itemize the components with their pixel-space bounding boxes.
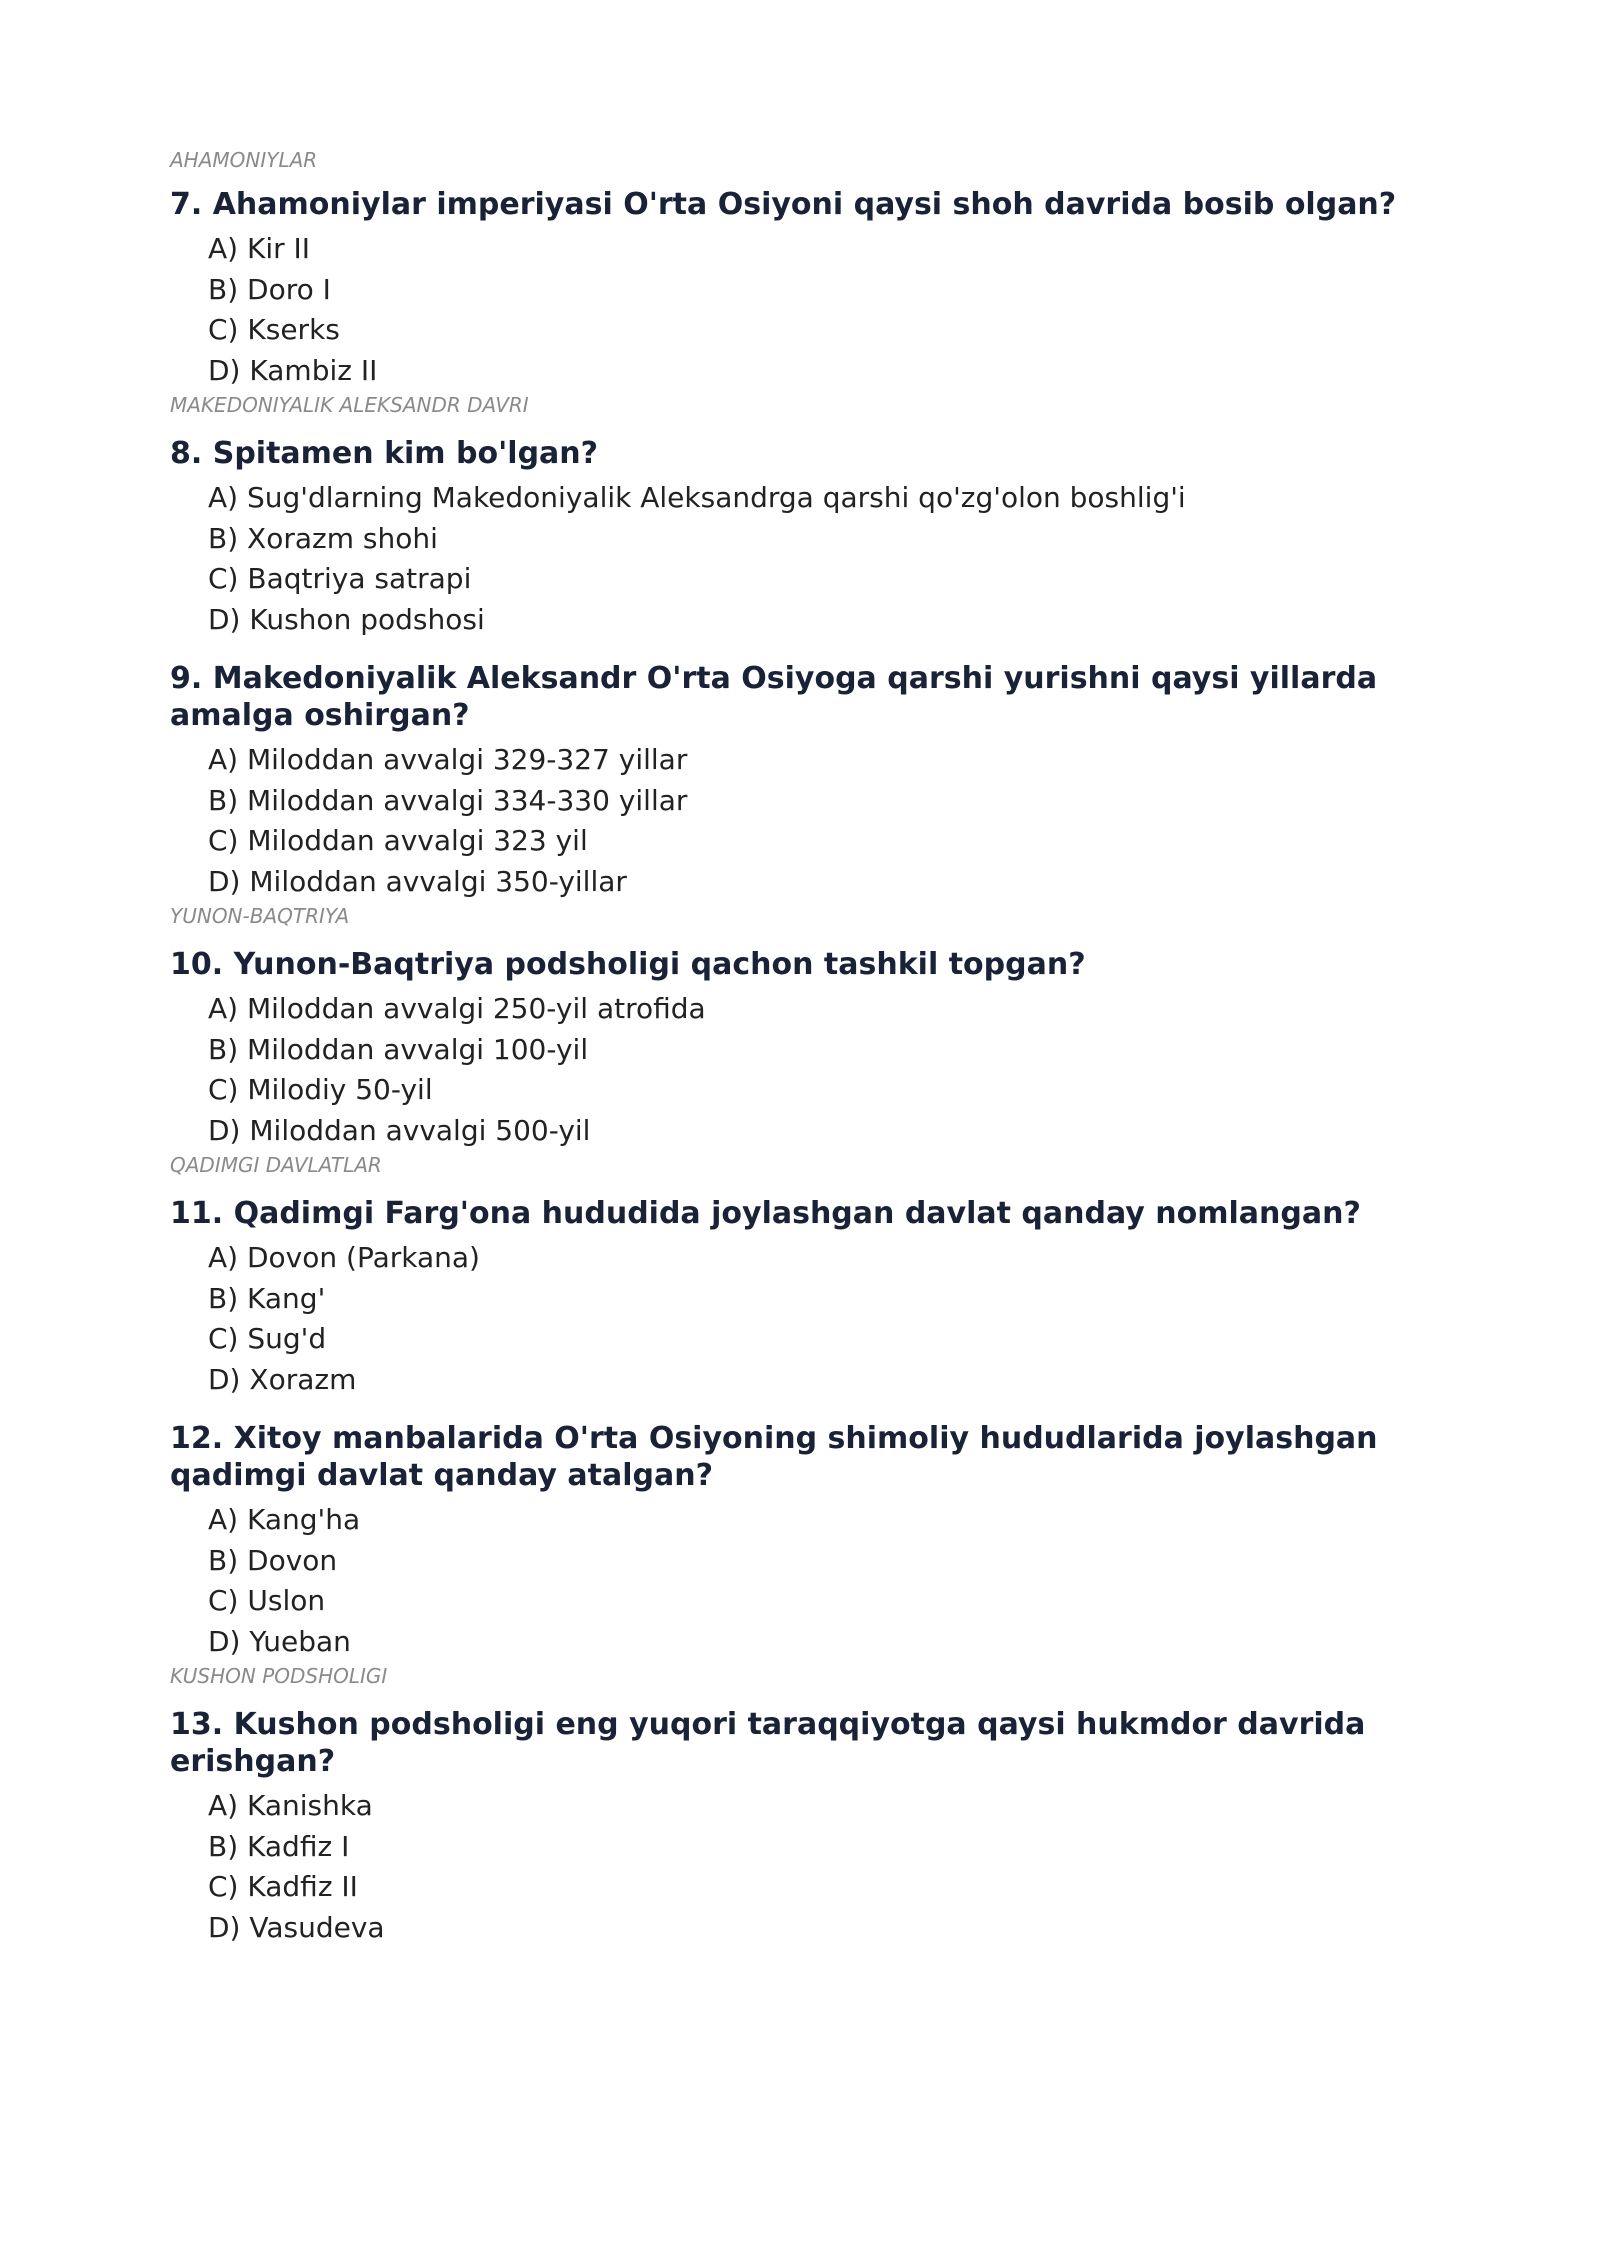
answer-options <box>170 740 1470 902</box>
question-text: 9. Makedoniyalik Aleksandr O'rta Osiyoga qarshi yurishni qaysi yillarda amalga oshirgan? <box>170 661 1378 733</box>
answer-option-b: B) Miloddan avvalgi 100-yil <box>208 1032 589 1066</box>
question-block-13 <box>170 1662 1470 1948</box>
question-text: 10. Yunon-Baqtriya podsholigi qachon tashkil topgan? <box>170 947 1086 982</box>
question-9 <box>170 660 1470 902</box>
answer-option-b: B) Kang' <box>208 1281 326 1315</box>
question-block-7 <box>170 146 1470 391</box>
section-label: QADIMGI DAVLATLAR <box>170 1153 382 1177</box>
question-text: 11. Qadimgi Farg'ona hududida joylashgan davlat qanday nomlangan? <box>170 1196 1361 1231</box>
answer-option-d: D) Kushon podshosi <box>208 602 485 636</box>
answer-option-c: C) Miloddan avvalgi 323 yil <box>208 824 588 857</box>
answer-option-c: C) Kserks <box>208 313 340 346</box>
answer-option-c: C) Sug'd <box>208 1322 327 1355</box>
answer-option-b: B) Xorazm shohi <box>208 521 438 555</box>
question-block-12 <box>170 1420 1470 1662</box>
answer-option-a: A) Miloddan avvalgi 329-327 yillar <box>208 743 688 776</box>
answer-option-b: B) Doro I <box>208 272 331 306</box>
answer-option-d: D) Miloddan avvalgi 350-yillar <box>208 864 627 898</box>
question-10 <box>170 946 1470 1151</box>
answer-option-b: B) Miloddan avvalgi 334-330 yillar <box>208 783 688 817</box>
answer-options <box>170 478 1470 640</box>
answer-option-a: A) Kang'ha <box>208 1503 361 1536</box>
question-text: 7. Ahamoniylar imperiyasi O'rta Osiyoni qaysi shoh davrida bosib olgan? <box>170 187 1397 222</box>
answer-options <box>170 1786 1470 1948</box>
question-13 <box>170 1706 1470 1948</box>
answer-option-b: B) Kadfiz I <box>208 1829 350 1863</box>
question-block-11 <box>170 1151 1470 1400</box>
question-text: 13. Kushon podsholigi eng yuqori taraqqiyotga qaysi hukmdor davrida erishgan? <box>170 1707 1366 1779</box>
question-block-9 <box>170 660 1470 902</box>
answer-option-c: C) Uslon <box>208 1584 326 1617</box>
answer-option-d: D) Xorazm <box>208 1362 357 1396</box>
answer-option-d: D) Kambiz II <box>208 353 378 387</box>
answer-options <box>170 1238 1470 1400</box>
question-block-10 <box>170 902 1470 1151</box>
answer-option-d: D) Miloddan avvalgi 500-yil <box>208 1113 591 1147</box>
quiz-page <box>170 146 1470 1948</box>
question-text: 8. Spitamen kim bo'lgan? <box>170 436 599 471</box>
section-label: YUNON-BAQTRIYA <box>170 904 350 928</box>
answer-option-c: C) Milodiy 50-yil <box>208 1073 433 1106</box>
section-label: KUSHON PODSHOLIGI <box>170 1664 388 1688</box>
answer-option-d: D) Vasudeva <box>208 1910 385 1944</box>
answer-options <box>170 989 1470 1151</box>
answer-option-c: C) Baqtriya satrapi <box>208 562 472 595</box>
answer-option-a: A) Dovon (Parkana) <box>208 1241 480 1274</box>
answer-option-b: B) Dovon <box>208 1543 338 1577</box>
answer-options <box>170 229 1470 391</box>
answer-option-a: A) Kanishka <box>208 1789 373 1822</box>
question-7 <box>170 186 1470 391</box>
answer-option-a: A) Sug'dlarning Makedoniyalik Aleksandrga qarshi qo'zg'olon boshlig'i <box>208 481 1186 514</box>
question-block-8 <box>170 391 1470 640</box>
question-text: 12. Xitoy manbalarida O'rta Osiyoning shimoliy hududlarida joylashgan qadimgi davlat qanday atalgan? <box>170 1421 1378 1493</box>
question-11 <box>170 1195 1470 1400</box>
question-12 <box>170 1420 1470 1662</box>
answer-option-a: A) Miloddan avvalgi 250-yil atrofida <box>208 992 706 1025</box>
section-label: MAKEDONIYALIK ALEKSANDR DAVRI <box>170 393 529 417</box>
section-label: AHAMONIYLAR <box>170 148 318 172</box>
answer-option-c: C) Kadfiz II <box>208 1870 358 1903</box>
question-8 <box>170 435 1470 640</box>
answer-option-d: D) Yueban <box>208 1624 351 1658</box>
answer-options <box>170 1500 1470 1662</box>
answer-option-a: A) Kir II <box>208 232 311 265</box>
